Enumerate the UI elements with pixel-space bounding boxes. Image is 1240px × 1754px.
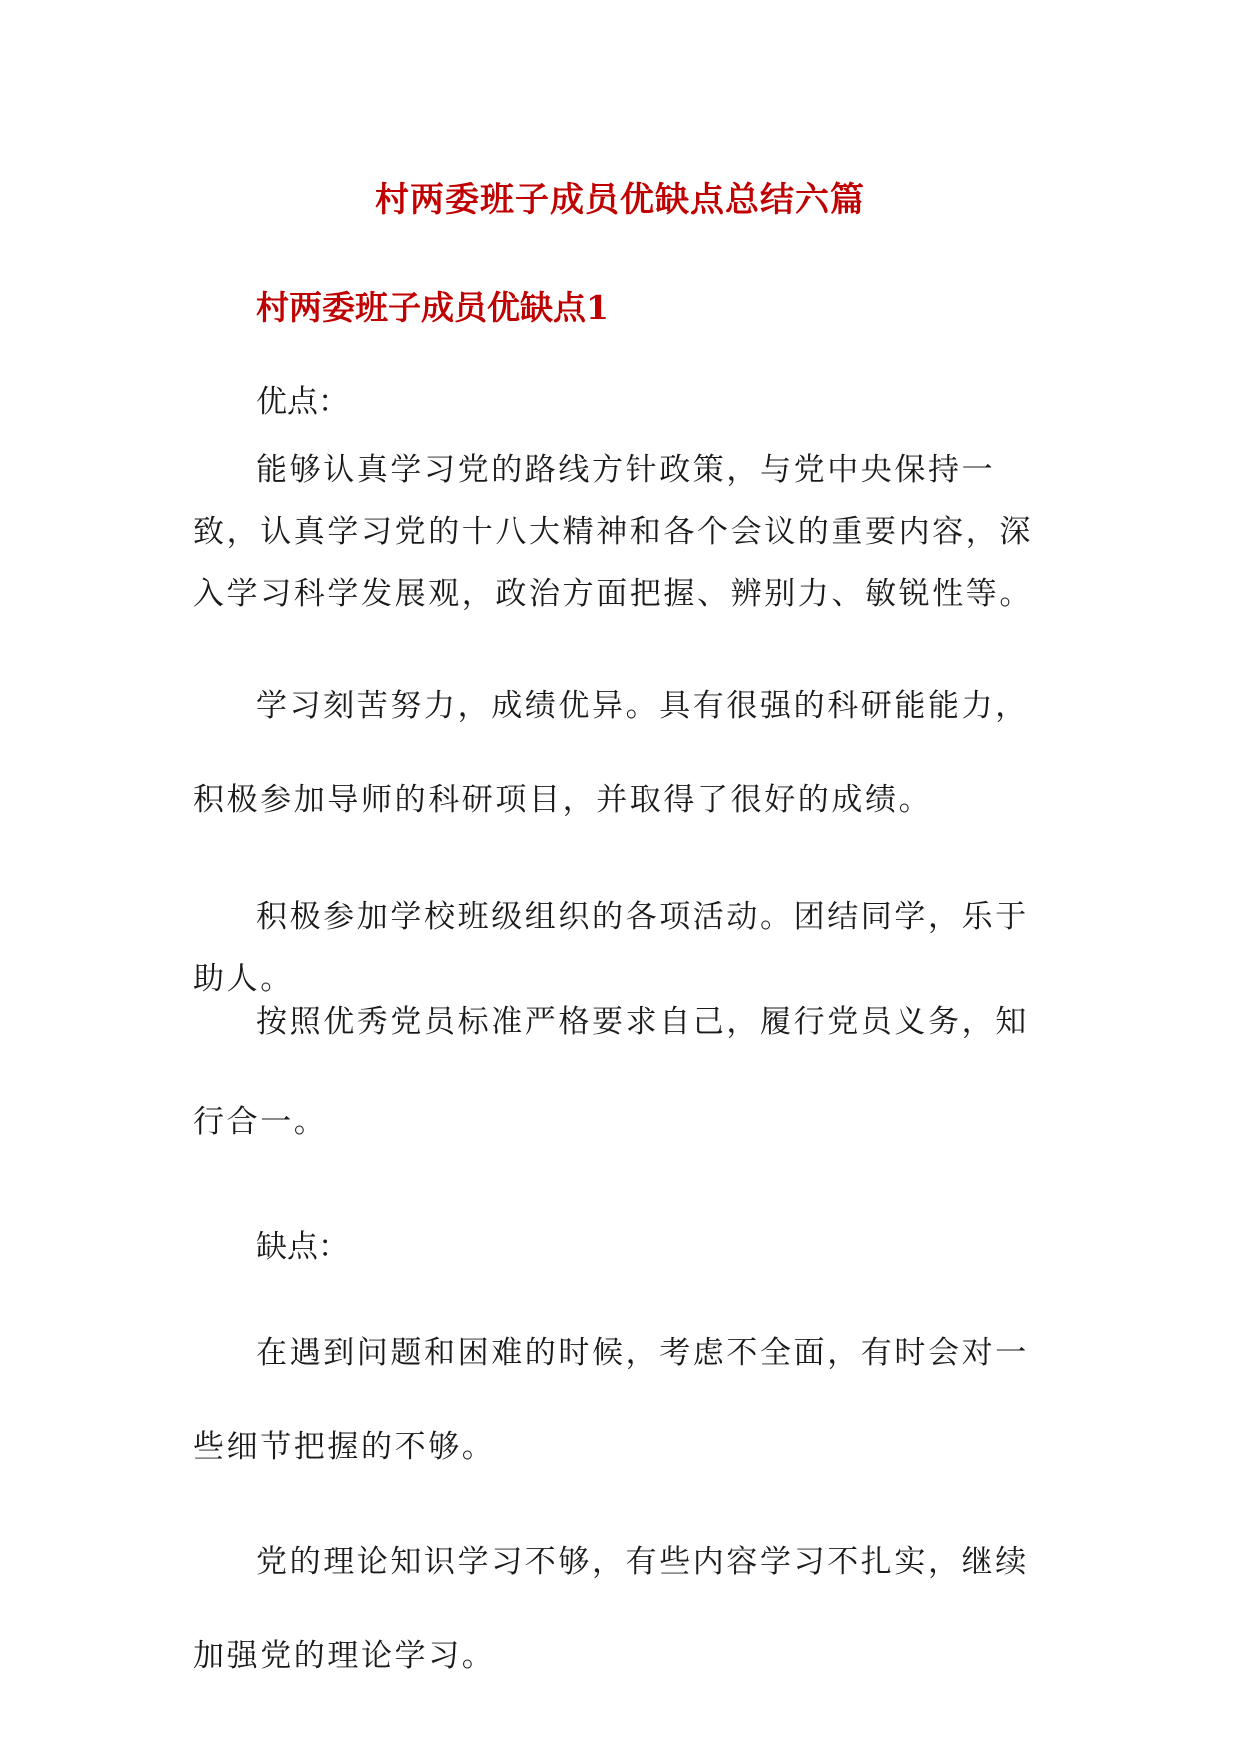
document-title: 村两委班子成员优缺点总结六篇 [375,180,865,220]
weaknesses-label: 缺点： [256,1229,349,1265]
paragraph-strengths-4: 按照优秀党员标准严格要求自己，履行党员义务，知行合一。 [193,1004,1029,1140]
paragraph-weaknesses-1: 在遇到问题和困难的时候，考虑不全面，有时会对一些细节把握的不够。 [193,1335,1029,1465]
strengths-label: 优点： [256,384,349,420]
section-heading: 村两委班子成员优缺点1 [256,288,609,327]
paragraph-strengths-3: 积极参加学校班级组织的各项活动。团结同学，乐于助人。 [193,899,1029,997]
paragraph-strengths-1: 能够认真学习党的路线方针政策，与党中央保持一致，认真学习党的十八大精神和各个会议的重要内容，深入学习科学发展观，政治方面把握、辨别力、敏锐性等。 [193,452,1033,612]
paragraph-weaknesses-2: 党的理论知识学习不够，有些内容学习不扎实，继续加强党的理论学习。 [193,1544,1029,1674]
paragraph-strengths-2: 学习刻苦努力，成绩优异。具有很强的科研能能力，积极参加导师的科研项目，并取得了很好的成绩。 [193,688,1029,818]
